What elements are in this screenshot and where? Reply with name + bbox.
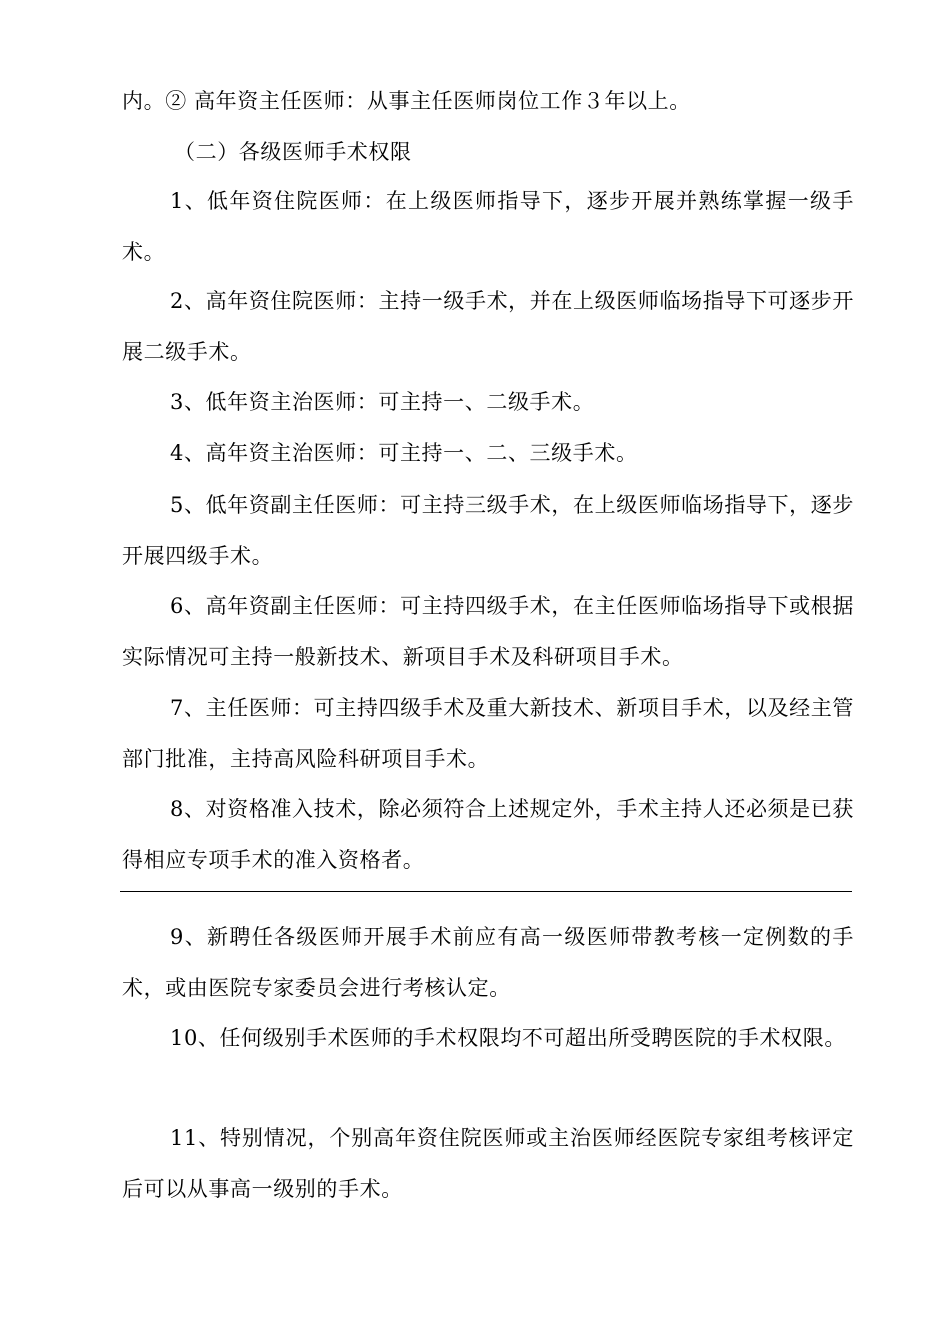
paragraph-item-4: 4、高年资主治医师：可主持一、二、三级手术。 [170, 441, 638, 465]
paragraph-item-7: 7、主任医师：可主持四级手术及重大新技术、新项目手术，以及经主管部门批准，主持高风险科研项目手术。 [122, 696, 854, 771]
paragraph-item-9: 9、新聘任各级医师开展手术前应有高一级医师带教考核一定例数的手术，或由医院专家委员会进行考核认定。 [122, 925, 854, 1000]
paragraph-item-2: 2、高年资住院医师：主持一级手术，并在上级医师临场指导下可逐步开展二级手术。 [122, 289, 854, 364]
paragraph-item-11: 11、特别情况，个别高年资住院医师或主治医师经医院专家组考核评定后可以从事高一级别的手术。 [122, 1126, 854, 1201]
paragraph-item-1: 1、低年资住院医师：在上级医师指导下，逐步开展并熟练掌握一级手术。 [122, 189, 854, 264]
paragraph-item-8: 8、对资格准入技术，除必须符合上述规定外，手术主持人还必须是已获得相应专项手术的准入资格者。 [122, 797, 854, 872]
paragraph-item-6: 6、高年资副主任医师：可主持四级手术，在主任医师临场指导下或根据实际情况可主持一般新技术、新项目手术及科研项目手术。 [122, 594, 854, 669]
section-heading: （二）各级医师手术权限 [174, 140, 412, 164]
page-divider [120, 891, 852, 892]
continuation-text: 内。② 高年资主任医师：从事主任医师岗位工作３年以上。 [122, 89, 691, 113]
paragraph-item-5: 5、低年资副主任医师：可主持三级手术，在上级医师临场指导下，逐步开展四级手术。 [122, 493, 854, 568]
paragraph-item-10: 10、任何级别手术医师的手术权限均不可超出所受聘医院的手术权限。 [170, 1026, 846, 1050]
paragraph-item-3: 3、低年资主治医师：可主持一、二级手术。 [170, 390, 595, 414]
